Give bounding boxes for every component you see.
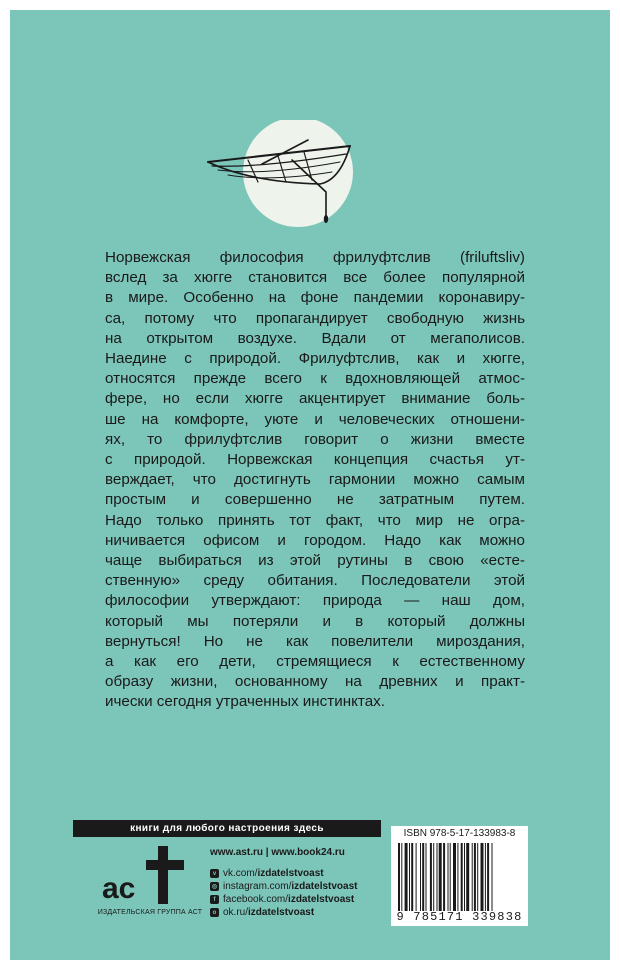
text-line: чаще выбираться из этой рутины в свою «есте- (105, 552, 525, 570)
text-line: на открытом воздухе. Вдали от мегаполисов. (105, 329, 525, 347)
social-link-odnoklassniki[interactable] (210, 906, 358, 919)
barcode-bar (461, 843, 463, 911)
social-link-facebook[interactable] (210, 893, 358, 906)
barcode-bar (420, 843, 421, 911)
barcode-bar (437, 843, 438, 911)
barcode-bar (433, 843, 434, 911)
barcode-bar (485, 843, 486, 911)
social-prefix: facebook.com/ (223, 894, 289, 905)
cross-icon (146, 846, 184, 904)
publisher-websites[interactable]: www.ast.ru | www.book24.ru (210, 847, 345, 858)
svg-text:ас: ас (102, 872, 136, 905)
barcode-bar (409, 843, 410, 911)
barcode-bar (426, 843, 427, 911)
text-line: Норвежская философия фрилуфтслив (friluftsliv) (105, 249, 525, 266)
text-line: вслед за хюгге становится все более популярной (105, 269, 525, 287)
barcode-bar (464, 843, 465, 911)
barcode-bar (439, 843, 442, 911)
barcode-bar (487, 843, 489, 911)
instagram-icon: ◎ (211, 884, 218, 890)
odnoklassniki-icon: o (210, 908, 219, 917)
barcode-bar (457, 843, 458, 911)
social-handle: izdatelstvoast (257, 868, 324, 879)
text-line: который мы потеряли и в который должны (105, 612, 525, 630)
text-line: ственную» среду обитания. Последователи этой (105, 572, 525, 590)
barcode-bar (453, 843, 456, 911)
text-line: са, потому что пропагандирует свободную жизнь (105, 309, 525, 327)
barcode-bar (411, 843, 413, 911)
text-line: Наедине с природой. Фрилуфтслив, как и хюгге, (105, 350, 525, 368)
social-link-instagram[interactable] (210, 880, 358, 893)
text-line: ше на комфорте, уюте и человеческих отношени- (105, 410, 525, 428)
social-handle: izdatelstvoast (291, 881, 358, 892)
boat-moon-illustration (200, 120, 380, 235)
text-line: а как его дети, стремящиеся к естественному (105, 653, 525, 671)
text-line: верждает, что достигнуть гармонии можно самым (105, 471, 525, 489)
barcode-bar (416, 843, 417, 911)
barcode-bar (443, 843, 445, 911)
text-line: вернуться! Но не как повелители мироздания, (105, 632, 525, 650)
text-line: относятся прежде всего к вдохновляющей атмос- (105, 370, 525, 388)
text-line: ничивается офисом и городом. Надо как можно (105, 531, 525, 549)
text-line: философии утверждают: природа — наш дом, (105, 592, 525, 610)
facebook-icon: f (210, 895, 219, 904)
barcode-bar (481, 843, 484, 911)
description-text (105, 248, 525, 713)
text-line: фере, но если хюгге акцентирует внимание боль- (105, 390, 525, 408)
text-line: в мире. Особенно на фоне пандемии коронавиру- (105, 289, 525, 307)
social-handle: izdatelstvoast (248, 907, 315, 918)
text-line: ически сегодня утраченных инстинктах. (105, 693, 385, 711)
barcode-bar (450, 843, 451, 911)
barcode-bar (448, 843, 449, 911)
text-line: простым и совершенно не затратным путем. (105, 491, 525, 509)
social-prefix: ok.ru/ (223, 907, 249, 918)
social-prefix: vk.com/ (223, 868, 258, 879)
isbn-digits: 9 785171 339838 (396, 910, 523, 924)
barcode-bar (492, 843, 493, 911)
text-line: ях, то фрилуфтслив говорит о жизни вместе (105, 430, 525, 448)
social-links (210, 867, 358, 919)
barcode-bar (477, 843, 478, 911)
barcode-bar (401, 843, 402, 911)
isbn-barcode-block (391, 826, 528, 926)
book-back-cover (10, 10, 610, 960)
isbn-label: ISBN 978-5-17-133983-8 (403, 828, 516, 839)
barcode-bar (430, 843, 432, 911)
social-link-vk[interactable] (210, 867, 358, 880)
barcode-bar (422, 843, 424, 911)
vk-icon: v (210, 869, 219, 878)
text-line: Надо только принять тот факт, что мир не огра- (105, 511, 525, 529)
barcode-bar (472, 843, 473, 911)
barcode-icon (398, 843, 521, 911)
tagline-banner: книги для любого настроения здесь (73, 820, 381, 837)
barcode-bar (405, 843, 408, 911)
publisher-caption: ИЗДАТЕЛЬСКАЯ ГРУППА АСТ (97, 909, 203, 916)
social-handle: izdatelstvoast (288, 894, 355, 905)
social-prefix: instagram.com/ (223, 881, 292, 892)
barcode-bar (398, 843, 400, 911)
text-line: с природой. Норвежская концепция счастья ут- (105, 451, 525, 469)
barcode-bar (466, 843, 469, 911)
text-line: образу жизни, основанному на древних и практ- (105, 673, 525, 691)
barcode-bar (474, 843, 476, 911)
